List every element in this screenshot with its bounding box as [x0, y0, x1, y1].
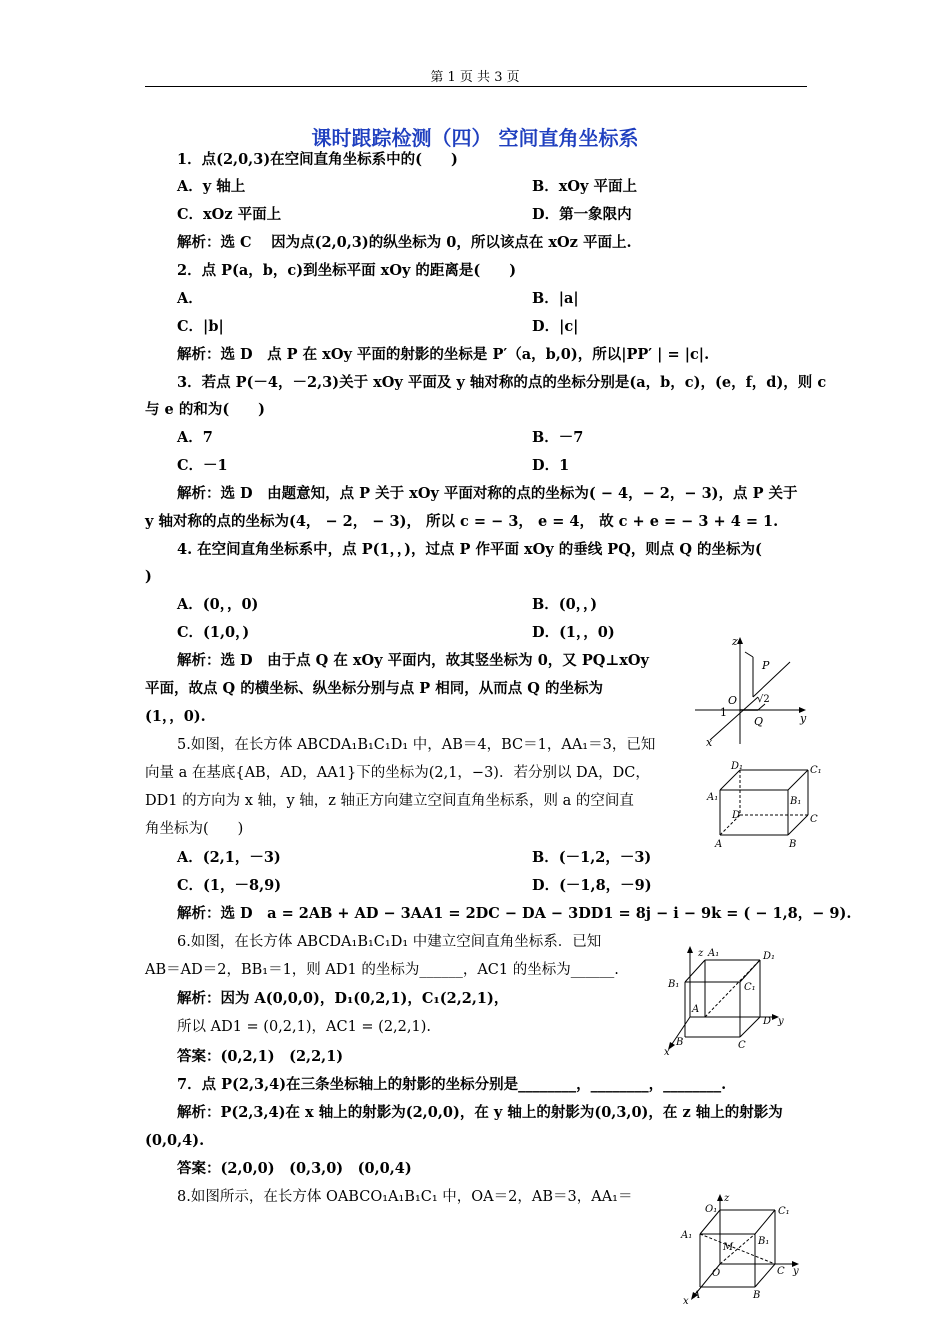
option-2c: C．|b| — [177, 318, 224, 335]
question-5-line3: DD1 的方向为 x 轴，y 轴，z 轴正方向建立空间直角坐标系，则 a 的空间直 — [145, 793, 634, 809]
option-2b: B．|a| — [532, 290, 579, 307]
page-title: 课时跟踪检测（四） 空间直角坐标系 — [311, 126, 639, 150]
fig3-label-z: z — [698, 948, 704, 959]
question-5-line2: 向量 a 在基底{AB，AD，AA1}下的坐标为(2,1，−3)．若分别以 DA，DC， — [145, 765, 650, 781]
fig1-label-o: O — [728, 694, 738, 707]
question-4-line2: ) — [145, 568, 152, 585]
solution-7-line2: (0,0,4). — [145, 1132, 205, 1149]
fig4-label-a1: A₁ — [681, 1230, 693, 1241]
solution-3-line2: y 轴对称的点的坐标为(4， − 2， − 3)， 所以 c = − 3， e = 4， 故 c + e = − 3 + 4 = 1. — [145, 513, 779, 530]
solution-2: 解析：选 D 点 P 在 xOy 平面的射影的坐标是 P′（a，b,0)，所以|PP′ | = |c|. — [177, 346, 710, 363]
fig4-label-x: x — [683, 1296, 689, 1307]
solution-7-line1: 解析：P(2,3,4)在 x 轴上的射影为(2,0,0)，在 y 轴上的射影为(0,3,0)，在 z 轴上的射影为 — [177, 1104, 783, 1121]
question-5-line1: 5.如图，在长方体 ABCDA₁B₁C₁D₁ 中，AB＝4，BC＝1，AA₁＝3，已知 — [177, 737, 656, 753]
question-4-line1: 4. 在空间直角坐标系中，点 P(1，，)，过点 P 作平面 xOy 的垂线 PQ，则点 Q 的坐标为( — [177, 541, 762, 558]
fig4-label-o: O — [712, 1268, 721, 1279]
fig1-label-1: 1 — [720, 706, 727, 719]
fig4-label-a: A — [693, 1290, 701, 1301]
question-3-line2: 与 e 的和为( ) — [145, 401, 266, 418]
question-6-line2: AB＝AD＝2，BB₁＝1，则 AD1 的坐标为______，AC1 的坐标为______. — [145, 962, 619, 978]
option-4c: C．(1,0，) — [177, 624, 250, 641]
option-4b: B．(0，，) — [532, 596, 598, 613]
figure-cuboid-q8 — [675, 1192, 805, 1307]
fig4-label-c: C — [777, 1266, 785, 1277]
fig3-label-a: A — [692, 1004, 700, 1015]
fig1-label-q: Q — [754, 715, 764, 728]
option-1c: C．xOz 平面上 — [177, 206, 282, 223]
question-1: 1．点(2,0,3)在空间直角坐标系中的( ) — [177, 151, 458, 168]
fig2-label-b: B — [789, 839, 797, 850]
solution-1: 解析：选 C 因为点(2,0,3)的纵坐标为 0，所以该点在 xOz 平面上. — [177, 234, 632, 251]
option-3c: C．－1 — [177, 457, 228, 474]
fig1-label-y: y — [800, 712, 807, 725]
fig3-label-d1: D₁ — [763, 951, 776, 962]
figure-cuboid-q6 — [660, 942, 790, 1057]
fig1-label-p: P — [762, 659, 770, 672]
fig2-label-c: C — [810, 814, 818, 825]
option-3b: B．－7 — [532, 429, 584, 446]
solution-3-line1: 解析：选 D 由题意知，点 P 关于 xOy 平面对称的点的坐标为( − 4，− 2，− 3)，点 P 关于 — [177, 485, 798, 502]
fig4-label-b: B — [753, 1290, 761, 1301]
option-2a: A． — [177, 290, 203, 307]
fig1-label-x: x — [706, 736, 713, 749]
fig2-label-a: A — [715, 839, 723, 850]
option-3d: D．1 — [532, 457, 570, 474]
fig3-label-d: D — [763, 1016, 772, 1027]
question-3-line1: 3．若点 P(－4，－2,3)关于 xOy 平面及 y 轴对称的点的坐标分别是(a，b，c)，(e，f，d)，则 c — [177, 374, 827, 391]
solution-6-line2: 所以 AD1 = (0,2,1)，AC1 = (2,2,1). — [177, 1019, 431, 1035]
fig2-label-d: D — [732, 810, 741, 821]
fig2-label-c1: C₁ — [810, 765, 822, 776]
fig3-label-a1: A₁ — [708, 948, 720, 959]
fig1-label-root2: √2 — [757, 694, 770, 705]
answer-6: 答案：(0,2,1) (2,2,1) — [177, 1048, 344, 1065]
solution-4-line3: (1，，0). — [145, 708, 206, 725]
fig4-label-c1: C₁ — [778, 1206, 790, 1217]
option-5d: D．(－1,8，－9) — [532, 877, 652, 894]
fig2-label-d1: D₁ — [731, 761, 744, 772]
fig3-label-c1: C₁ — [744, 982, 756, 993]
fig3-label-x: x — [664, 1047, 670, 1057]
question-6-line1: 6.如图，在长方体 ABCDA₁B₁C₁D₁ 中建立空间直角坐标系．已知 — [177, 934, 602, 950]
fig3-label-c: C — [738, 1040, 746, 1051]
fig4-label-o1: O₁ — [705, 1204, 718, 1215]
question-8-line1: 8.如图所示，在长方体 OABCO₁A₁B₁C₁ 中，OA＝2，AB＝3，AA₁＝ — [177, 1189, 633, 1205]
answer-7: 答案：(2,0,0) (0,3,0) (0,0,4) — [177, 1160, 412, 1177]
question-7: 7．点 P(2,3,4)在三条坐标轴上的射影的坐标分别是________，________，________. — [177, 1076, 727, 1093]
option-5b: B．(－1,2，－3) — [532, 849, 652, 866]
question-5-line4: 角坐标为( ) — [145, 821, 244, 837]
fig4-label-m: M — [723, 1242, 734, 1253]
option-1d: D．第一象限内 — [532, 206, 632, 223]
header-rule — [145, 86, 807, 87]
fig4-label-b1: B₁ — [758, 1236, 770, 1247]
fig3-label-y: y — [778, 1016, 784, 1027]
option-2d: D．|c| — [532, 318, 579, 335]
fig3-label-b1: B₁ — [668, 979, 680, 990]
page-header: 第 1 页 共 3 页 — [430, 70, 520, 85]
fig3-label-b: B — [676, 1037, 684, 1048]
solution-4-line1: 解析：选 D 由于点 Q 在 xOy 平面内，故其竖坐标为 0，又 PQ⊥xOy — [177, 652, 649, 669]
fig2-label-b1: B₁ — [790, 796, 802, 807]
option-4d: D．(1，，0) — [532, 624, 615, 641]
fig1-label-z: z — [732, 635, 738, 648]
option-5c: C．(1，－8,9) — [177, 877, 282, 894]
solution-5: 解析：选 D a = 2AB + AD − 3AA1 = 2DC − DA − 3DD1 = 8j − i − 9k = ( − 1,8，− 9). — [177, 905, 852, 922]
fig4-label-y: y — [793, 1266, 799, 1277]
solution-6-line1: 解析：因为 A(0,0,0)，D₁(0,2,1)，C₁(2,2,1)， — [177, 990, 509, 1007]
fig4-label-z: z — [724, 1193, 730, 1204]
solution-4-line2: 平面，故点 Q 的横坐标、纵坐标分别与点 P 相同，从而点 Q 的坐标为 — [145, 680, 603, 697]
option-5a: A．(2,1，－3) — [177, 849, 281, 866]
option-1b: B．xOy 平面上 — [532, 178, 638, 195]
option-3a: A．7 — [177, 429, 213, 446]
fig2-label-a1: A₁ — [707, 792, 719, 803]
question-2: 2．点 P(a，b，c)到坐标平面 xOy 的距离是( ) — [177, 262, 517, 279]
option-4a: A．(0，，0) — [177, 596, 259, 613]
option-1a: A．y 轴上 — [177, 178, 246, 195]
figure-cuboid-q5 — [705, 760, 825, 855]
figure-point-projection — [690, 632, 815, 752]
